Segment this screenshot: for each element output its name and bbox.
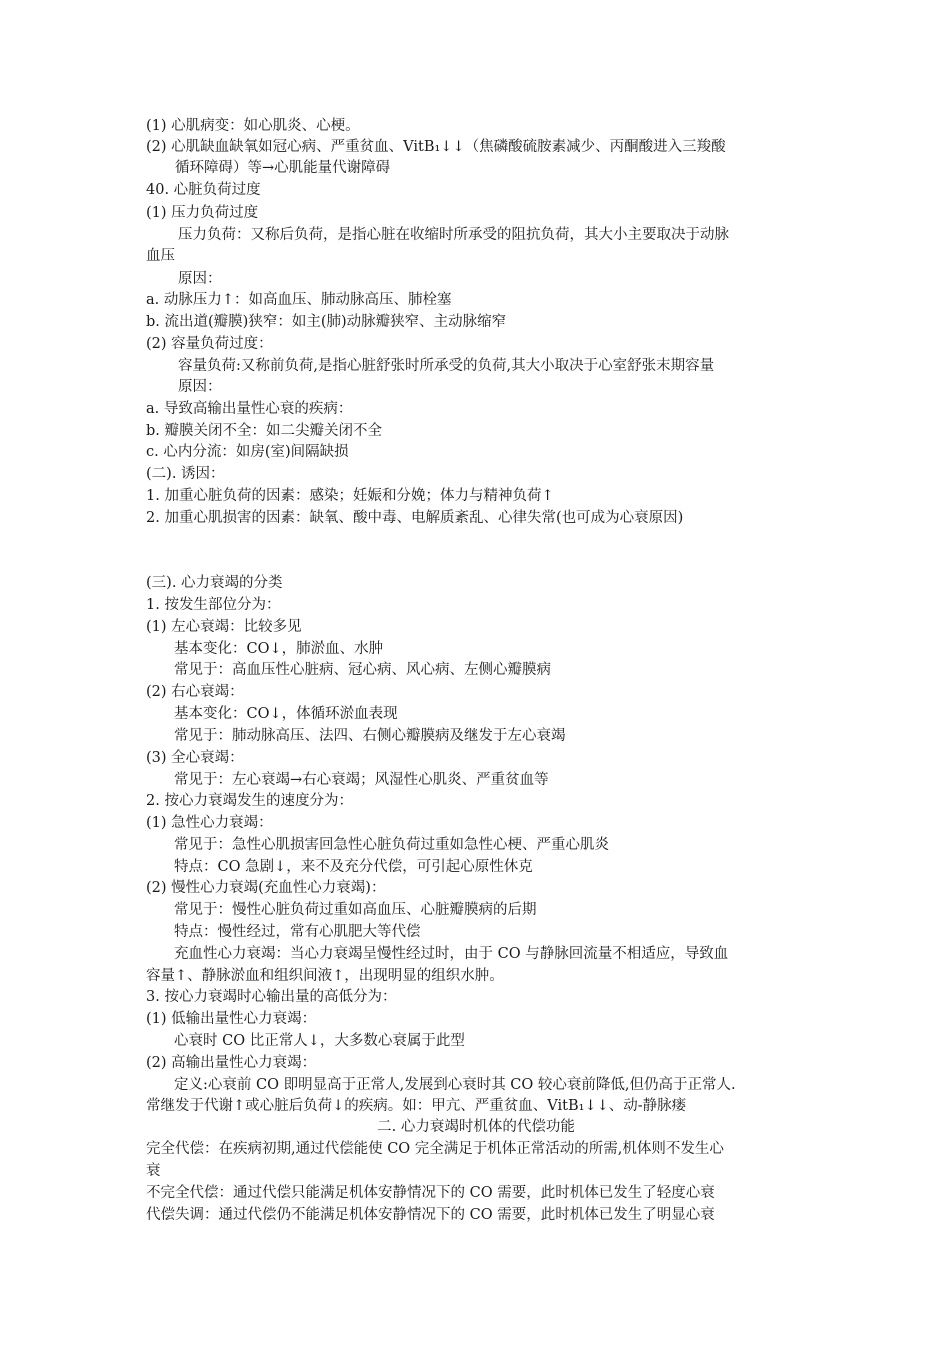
text-line: (2) 右心衰竭： xyxy=(146,684,244,700)
text-line: 基本变化：CO↓，肺淤血、水肿 xyxy=(174,641,384,657)
text-line: 常见于：慢性心脏负荷过重如高血压、心脏瓣膜病的后期 xyxy=(174,902,537,918)
section-heading: 40. 心脏负荷过度 xyxy=(146,182,261,198)
text-line: c. 心内分流：如房(室)间隔缺损 xyxy=(146,444,349,460)
text-line: (1) 心肌病变：如心肌炎、心梗。 xyxy=(146,118,360,134)
text-line: 常见于：急性心肌损害回急性心脏负荷过重如急性心梗、严重心肌炎 xyxy=(174,837,609,853)
text-line: 衰 xyxy=(146,1163,161,1179)
text-line: 心衰时 CO 比正常人↓，大多数心衰属于此型 xyxy=(174,1033,465,1049)
text-line: 常见于：肺动脉高压、法四、右侧心瓣膜病及继发于左心衰竭 xyxy=(174,728,566,744)
text-line: 特点：CO 急剧↓，来不及充分代偿，可引起心原性休克 xyxy=(174,859,533,875)
section-heading: (三). 心力衰竭的分类 xyxy=(146,575,283,591)
text-line: (3) 全心衰竭： xyxy=(146,750,244,766)
text-line: 代偿失调：通过代偿仍不能满足机体安静情况下的 CO 需要，此时机体已发生了明显心衰 xyxy=(146,1207,715,1223)
text-line: b. 瓣膜关闭不全：如二尖瓣关闭不全 xyxy=(146,423,382,439)
text-line: a. 动脉压力↑：如高血压、肺动脉高压、肺栓塞 xyxy=(146,292,452,308)
text-line: 不完全代偿：通过代偿只能满足机体安静情况下的 CO 需要，此时机体已发生了轻度心衰 xyxy=(146,1185,715,1201)
text-line: 3. 按心力衰竭时心输出量的高低分为： xyxy=(146,989,397,1005)
text-line: (2) 慢性心力衰竭(充血性心力衰竭)： xyxy=(146,880,386,896)
text-line: 充血性心力衰竭：当心力衰竭呈慢性经过时，由于 CO 与静脉回流量不相适应，导致血 xyxy=(174,946,729,962)
text-line: 定义:心衰前 CO 即明显高于正常人,发展到心衰时其 CO 较心衰前降低,但仍高于正常人. xyxy=(174,1077,736,1093)
text-line: 基本变化：CO↓，体循环淤血表现 xyxy=(174,706,398,722)
text-line: 压力负荷：又称后负荷，是指心脏在收缩时所承受的阻抗负荷，其大小主要取决于动脉 xyxy=(178,227,729,243)
text-line: 原因： xyxy=(178,271,222,287)
text-line: 常见于：高血压性心脏病、冠心病、风心病、左侧心瓣膜病 xyxy=(174,662,551,678)
text-line: 常继发于代谢↑或心脏后负荷↓的疾病。如：甲亢、严重贫血、VitB₁↓↓、动-静脉瘘 xyxy=(146,1098,687,1114)
text-line: 1. 加重心脏负荷的因素：感染；妊娠和分娩；体力与精神负荷↑ xyxy=(146,488,554,504)
text-line: 原因： xyxy=(178,379,222,395)
text-line: b. 流出道(瓣膜)狭窄：如主(肺)动脉瓣狭窄、主动脉缩窄 xyxy=(146,314,507,330)
text-line: 常见于：左心衰竭→右心衰竭；风湿性心肌炎、严重贫血等 xyxy=(174,772,549,788)
text-line: (1) 左心衰竭：比较多见 xyxy=(146,619,302,635)
text-line: 完全代偿：在疾病初期,通过代偿能使 CO 完全满足于机体正常活动的所需,机体则不发生心 xyxy=(146,1141,724,1157)
text-line: 2. 加重心肌损害的因素：缺氧、酸中毒、电解质紊乱、心律失常(也可成为心衰原因) xyxy=(146,510,684,526)
text-line: 容量负荷:又称前负荷,是指心脏舒张时所承受的负荷,其大小取决于心室舒张末期容量 xyxy=(178,358,715,374)
text-line: 容量↑、静脉淤血和组织间液↑，出现明显的组织水肿。 xyxy=(146,968,504,984)
text-line: 特点：慢性经过，常有心肌肥大等代偿 xyxy=(174,924,421,940)
text-line: (1) 压力负荷过度 xyxy=(146,205,259,221)
text-line: (2) 心肌缺血缺氧如冠心病、严重贫血、VitB₁↓↓（焦磷酸硫胺素减少、丙酮酸进入三羧酸 xyxy=(146,139,726,155)
text-line: (2) 容量负荷过度： xyxy=(146,336,273,352)
text-line: (2) 高输出量性心力衰竭： xyxy=(146,1055,317,1071)
text-line: (1) 急性心力衰竭： xyxy=(146,815,273,831)
text-line: 血压 xyxy=(146,248,175,264)
text-line: 2. 按心力衰竭发生的速度分为： xyxy=(146,793,353,809)
section-heading: 二. 心力衰竭时机体的代偿功能 xyxy=(377,1119,575,1135)
section-heading: (二). 诱因： xyxy=(146,466,225,482)
text-line: 循环障碍）等→心肌能量代谢障碍 xyxy=(175,160,391,176)
text-line: 1. 按发生部位分为： xyxy=(146,597,281,613)
text-line: (1) 低输出量性心力衰竭： xyxy=(146,1011,317,1027)
text-line: a. 导致高输出量性心衰的疾病： xyxy=(146,401,353,417)
